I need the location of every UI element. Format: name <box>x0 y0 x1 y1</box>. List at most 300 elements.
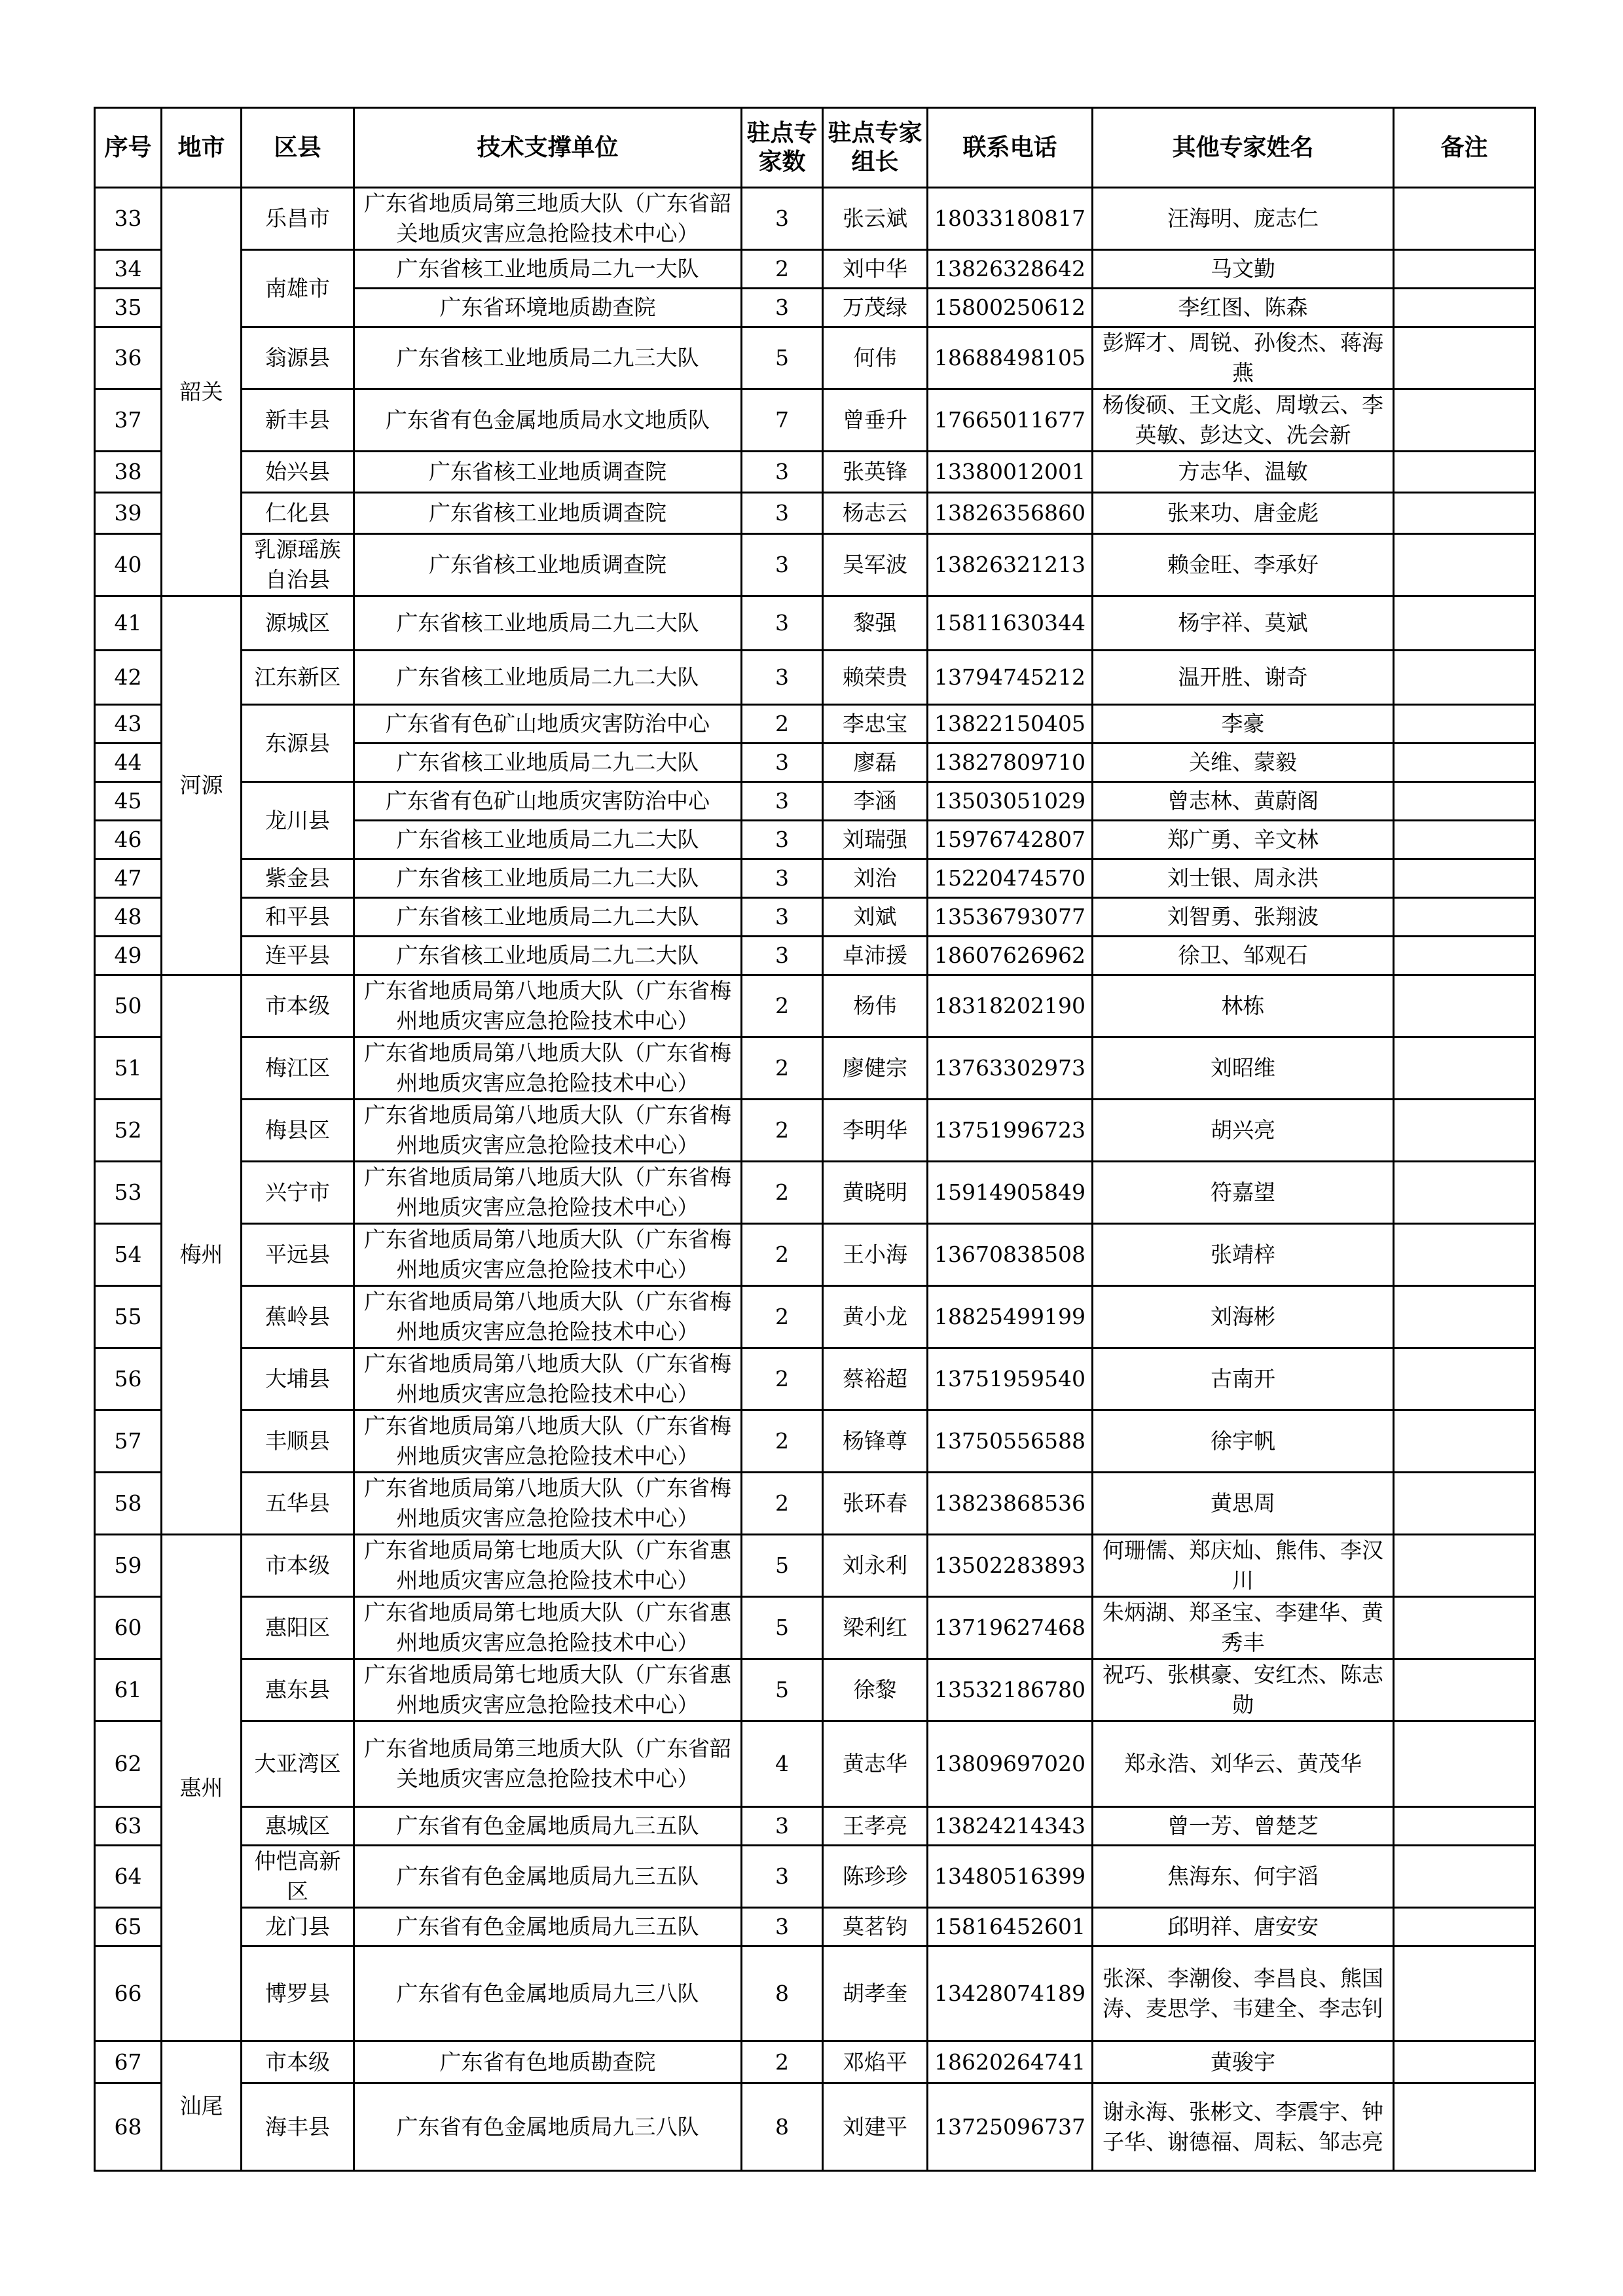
cell-leader: 王孝亮 <box>823 1807 928 1846</box>
cell-unit: 广东省有色金属地质局九三五队 <box>354 1908 742 1946</box>
table-row <box>95 1807 1535 1846</box>
cell-count: 5 <box>742 1659 823 1721</box>
cell-count: 3 <box>742 1846 823 1908</box>
cell-others: 刘昭维 <box>1093 1037 1394 1100</box>
cell-count: 2 <box>742 1348 823 1410</box>
cell-note <box>1394 534 1535 596</box>
cell-count: 3 <box>742 452 823 493</box>
cell-others: 刘士银、周永洪 <box>1093 859 1394 898</box>
cell-count: 3 <box>742 596 823 651</box>
cell-city: 韶关 <box>162 188 242 596</box>
header-city: 地市 <box>162 108 242 188</box>
table-row <box>95 389 1535 452</box>
cell-note <box>1394 188 1535 250</box>
cell-phone: 18033180817 <box>928 188 1093 250</box>
cell-phone: 13763302973 <box>928 1037 1093 1100</box>
cell-leader: 卓沛援 <box>823 937 928 975</box>
cell-phone: 13794745212 <box>928 651 1093 705</box>
table-row <box>95 452 1535 493</box>
cell-note <box>1394 1224 1535 1286</box>
cell-county: 市本级 <box>242 1535 354 1597</box>
cell-phone: 13823868536 <box>928 1473 1093 1535</box>
cell-others: 符嘉望 <box>1093 1162 1394 1224</box>
cell-others: 曾志林、黄蔚阁 <box>1093 782 1394 821</box>
cell-unit: 广东省地质局第八地质大队（广东省梅州地质灾害应急抢险技术中心） <box>354 1100 742 1162</box>
table-row <box>95 1597 1535 1659</box>
cell-note <box>1394 1348 1535 1410</box>
cell-leader: 黎强 <box>823 596 928 651</box>
cell-no: 37 <box>95 389 162 452</box>
cell-county: 大埔县 <box>242 1348 354 1410</box>
cell-others: 关维、蒙毅 <box>1093 744 1394 782</box>
cell-no: 68 <box>95 2083 162 2171</box>
table-row <box>95 651 1535 705</box>
cell-no: 45 <box>95 782 162 821</box>
cell-others: 焦海东、何宇滔 <box>1093 1846 1394 1908</box>
cell-unit: 广东省核工业地质局二九二大队 <box>354 744 742 782</box>
cell-unit: 广东省核工业地质调查院 <box>354 534 742 596</box>
cell-note <box>1394 1162 1535 1224</box>
table-row <box>95 1348 1535 1410</box>
cell-others: 马文勤 <box>1093 250 1394 289</box>
cell-phone: 13822150405 <box>928 705 1093 744</box>
table-row <box>95 493 1535 534</box>
cell-others: 李豪 <box>1093 705 1394 744</box>
cell-others: 刘海彬 <box>1093 1286 1394 1348</box>
cell-leader: 黄晓明 <box>823 1162 928 1224</box>
cell-note <box>1394 898 1535 937</box>
cell-others: 林栋 <box>1093 975 1394 1037</box>
cell-no: 65 <box>95 1908 162 1946</box>
cell-county: 龙川县 <box>242 782 354 859</box>
cell-count: 3 <box>742 1807 823 1846</box>
cell-count: 5 <box>742 1597 823 1659</box>
cell-leader: 陈珍珍 <box>823 1846 928 1908</box>
table-row <box>95 596 1535 651</box>
cell-no: 38 <box>95 452 162 493</box>
cell-leader: 曾垂升 <box>823 389 928 452</box>
cell-others: 祝巧、张棋豪、安红杰、陈志勋 <box>1093 1659 1394 1721</box>
cell-count: 3 <box>742 744 823 782</box>
cell-no: 60 <box>95 1597 162 1659</box>
cell-note <box>1394 289 1535 327</box>
cell-count: 8 <box>742 2083 823 2171</box>
cell-others: 徐宇帆 <box>1093 1410 1394 1473</box>
cell-county: 连平县 <box>242 937 354 975</box>
expert-table <box>94 107 1536 2172</box>
cell-leader: 刘中华 <box>823 250 928 289</box>
cell-unit: 广东省有色地质勘查院 <box>354 2041 742 2083</box>
cell-others: 张靖梓 <box>1093 1224 1394 1286</box>
cell-unit: 广东省地质局第八地质大队（广东省梅州地质灾害应急抢险技术中心） <box>354 1286 742 1348</box>
cell-others: 邱明祥、唐安安 <box>1093 1908 1394 1946</box>
cell-others: 黄骏宇 <box>1093 2041 1394 2083</box>
cell-no: 43 <box>95 705 162 744</box>
header-count: 驻点专家数 <box>742 108 823 188</box>
cell-no: 63 <box>95 1807 162 1846</box>
cell-county: 市本级 <box>242 975 354 1037</box>
cell-note <box>1394 2083 1535 2171</box>
cell-count: 2 <box>742 1286 823 1348</box>
cell-no: 48 <box>95 898 162 937</box>
cell-county: 梅县区 <box>242 1100 354 1162</box>
cell-unit: 广东省有色矿山地质灾害防治中心 <box>354 782 742 821</box>
cell-leader: 邓焰平 <box>823 2041 928 2083</box>
cell-no: 59 <box>95 1535 162 1597</box>
cell-unit: 广东省地质局第八地质大队（广东省梅州地质灾害应急抢险技术中心） <box>354 1037 742 1100</box>
table-row <box>95 2083 1535 2171</box>
cell-note <box>1394 1100 1535 1162</box>
cell-others: 朱炳湖、郑圣宝、李建华、黄秀丰 <box>1093 1597 1394 1659</box>
cell-count: 3 <box>742 534 823 596</box>
cell-no: 66 <box>95 1946 162 2041</box>
cell-others: 郑广勇、辛文林 <box>1093 821 1394 859</box>
cell-phone: 15220474570 <box>928 859 1093 898</box>
cell-count: 2 <box>742 250 823 289</box>
cell-note <box>1394 1473 1535 1535</box>
cell-leader: 杨锋尊 <box>823 1410 928 1473</box>
cell-unit: 广东省核工业地质调查院 <box>354 493 742 534</box>
cell-unit: 广东省地质局第八地质大队（广东省梅州地质灾害应急抢险技术中心） <box>354 1348 742 1410</box>
cell-leader: 王小海 <box>823 1224 928 1286</box>
cell-leader: 何伟 <box>823 327 928 389</box>
cell-leader: 刘永利 <box>823 1535 928 1597</box>
table-row <box>95 1162 1535 1224</box>
cell-unit: 广东省地质局第八地质大队（广东省梅州地质灾害应急抢险技术中心） <box>354 1162 742 1224</box>
cell-note <box>1394 389 1535 452</box>
cell-no: 40 <box>95 534 162 596</box>
cell-no: 44 <box>95 744 162 782</box>
cell-county: 惠东县 <box>242 1659 354 1721</box>
cell-county: 丰顺县 <box>242 1410 354 1473</box>
cell-phone: 18688498105 <box>928 327 1093 389</box>
table-row <box>95 1846 1535 1908</box>
cell-leader: 张英锋 <box>823 452 928 493</box>
cell-unit: 广东省环境地质勘查院 <box>354 289 742 327</box>
cell-note <box>1394 1535 1535 1597</box>
cell-note <box>1394 1908 1535 1946</box>
cell-phone: 13719627468 <box>928 1597 1093 1659</box>
cell-county: 东源县 <box>242 705 354 782</box>
cell-no: 51 <box>95 1037 162 1100</box>
cell-phone: 13824214343 <box>928 1807 1093 1846</box>
cell-unit: 广东省核工业地质局二九二大队 <box>354 859 742 898</box>
cell-county: 蕉岭县 <box>242 1286 354 1348</box>
cell-note <box>1394 2041 1535 2083</box>
cell-phone: 17665011677 <box>928 389 1093 452</box>
cell-others: 彭辉才、周锐、孙俊杰、蒋海燕 <box>1093 327 1394 389</box>
cell-county: 兴宁市 <box>242 1162 354 1224</box>
cell-county: 博罗县 <box>242 1946 354 2041</box>
cell-phone: 18620264741 <box>928 2041 1093 2083</box>
cell-others: 张来功、唐金彪 <box>1093 493 1394 534</box>
cell-others: 黄思周 <box>1093 1473 1394 1535</box>
cell-note <box>1394 1597 1535 1659</box>
cell-leader: 张环春 <box>823 1473 928 1535</box>
cell-leader: 梁利红 <box>823 1597 928 1659</box>
cell-others: 古南开 <box>1093 1348 1394 1410</box>
cell-unit: 广东省核工业地质调查院 <box>354 452 742 493</box>
cell-note <box>1394 452 1535 493</box>
cell-note <box>1394 1807 1535 1846</box>
cell-phone: 13827809710 <box>928 744 1093 782</box>
cell-phone: 13503051029 <box>928 782 1093 821</box>
cell-county: 惠城区 <box>242 1807 354 1846</box>
cell-others: 李红图、陈森 <box>1093 289 1394 327</box>
cell-phone: 18825499199 <box>928 1286 1093 1348</box>
cell-unit: 广东省地质局第三地质大队（广东省韶关地质灾害应急抢险技术中心） <box>354 1721 742 1807</box>
cell-county: 江东新区 <box>242 651 354 705</box>
table-row <box>95 1410 1535 1473</box>
cell-unit: 广东省核工业地质局二九二大队 <box>354 898 742 937</box>
cell-count: 2 <box>742 1473 823 1535</box>
cell-others: 杨俊硕、王文彪、周墩云、李英敏、彭达文、冼会新 <box>1093 389 1394 452</box>
cell-count: 2 <box>742 2041 823 2083</box>
cell-unit: 广东省地质局第八地质大队（广东省梅州地质灾害应急抢险技术中心） <box>354 1473 742 1535</box>
cell-phone: 18318202190 <box>928 975 1093 1037</box>
header-unit: 技术支撑单位 <box>354 108 742 188</box>
cell-leader: 刘瑞强 <box>823 821 928 859</box>
cell-no: 50 <box>95 975 162 1037</box>
cell-note <box>1394 1721 1535 1807</box>
table-row <box>95 705 1535 744</box>
cell-unit: 广东省地质局第七地质大队（广东省惠州地质灾害应急抢险技术中心） <box>354 1535 742 1597</box>
cell-note <box>1394 493 1535 534</box>
cell-phone: 13502283893 <box>928 1535 1093 1597</box>
cell-county: 五华县 <box>242 1473 354 1535</box>
cell-others: 胡兴亮 <box>1093 1100 1394 1162</box>
table-row <box>95 1286 1535 1348</box>
cell-note <box>1394 705 1535 744</box>
table-row <box>95 188 1535 250</box>
table-row <box>95 534 1535 596</box>
cell-leader: 廖磊 <box>823 744 928 782</box>
table-row <box>95 1037 1535 1100</box>
cell-count: 2 <box>742 1037 823 1100</box>
cell-others: 刘智勇、张翔波 <box>1093 898 1394 937</box>
cell-count: 2 <box>742 975 823 1037</box>
cell-note <box>1394 327 1535 389</box>
cell-others: 何珊儒、郑庆灿、熊伟、李汉川 <box>1093 1535 1394 1597</box>
cell-unit: 广东省有色金属地质局九三五队 <box>354 1846 742 1908</box>
cell-no: 46 <box>95 821 162 859</box>
cell-leader: 蔡裕超 <box>823 1348 928 1410</box>
header-no: 序号 <box>95 108 162 188</box>
cell-phone: 13809697020 <box>928 1721 1093 1807</box>
cell-phone: 13480516399 <box>928 1846 1093 1908</box>
cell-county: 龙门县 <box>242 1908 354 1946</box>
header-note: 备注 <box>1394 108 1535 188</box>
cell-leader: 廖健宗 <box>823 1037 928 1100</box>
cell-unit: 广东省有色金属地质局水文地质队 <box>354 389 742 452</box>
cell-county: 新丰县 <box>242 389 354 452</box>
cell-unit: 广东省地质局第八地质大队（广东省梅州地质灾害应急抢险技术中心） <box>354 975 742 1037</box>
cell-unit: 广东省核工业地质局二九二大队 <box>354 596 742 651</box>
table-body <box>95 188 1535 2171</box>
cell-count: 5 <box>742 327 823 389</box>
cell-phone: 13826321213 <box>928 534 1093 596</box>
cell-no: 52 <box>95 1100 162 1162</box>
cell-count: 3 <box>742 188 823 250</box>
cell-no: 47 <box>95 859 162 898</box>
table-row <box>95 937 1535 975</box>
table-row <box>95 1535 1535 1597</box>
cell-count: 4 <box>742 1721 823 1807</box>
table-row <box>95 1224 1535 1286</box>
cell-no: 57 <box>95 1410 162 1473</box>
cell-no: 35 <box>95 289 162 327</box>
cell-note <box>1394 596 1535 651</box>
cell-leader: 张云斌 <box>823 188 928 250</box>
header-others: 其他专家姓名 <box>1093 108 1394 188</box>
cell-county: 南雄市 <box>242 250 354 327</box>
cell-note <box>1394 1946 1535 2041</box>
cell-unit: 广东省核工业地质局二九三大队 <box>354 327 742 389</box>
cell-note <box>1394 782 1535 821</box>
cell-unit: 广东省地质局第三地质大队（广东省韶关地质灾害应急抢险技术中心） <box>354 188 742 250</box>
cell-count: 3 <box>742 859 823 898</box>
cell-leader: 赖荣贵 <box>823 651 928 705</box>
table-row <box>95 898 1535 937</box>
table-row <box>95 250 1535 289</box>
header-county: 区县 <box>242 108 354 188</box>
cell-count: 3 <box>742 898 823 937</box>
cell-leader: 李忠宝 <box>823 705 928 744</box>
cell-county: 乐昌市 <box>242 188 354 250</box>
cell-unit: 广东省有色金属地质局九三五队 <box>354 1807 742 1846</box>
cell-count: 7 <box>742 389 823 452</box>
cell-no: 56 <box>95 1348 162 1410</box>
cell-no: 54 <box>95 1224 162 1286</box>
table-row <box>95 2041 1535 2083</box>
cell-county: 市本级 <box>242 2041 354 2083</box>
table-row <box>95 782 1535 821</box>
cell-count: 8 <box>742 1946 823 2041</box>
cell-note <box>1394 859 1535 898</box>
cell-city: 河源 <box>162 596 242 975</box>
cell-note <box>1394 1846 1535 1908</box>
cell-others: 徐卫、邹观石 <box>1093 937 1394 975</box>
cell-count: 2 <box>742 1224 823 1286</box>
table-row <box>95 1908 1535 1946</box>
cell-county: 海丰县 <box>242 2083 354 2171</box>
cell-county: 和平县 <box>242 898 354 937</box>
cell-note <box>1394 937 1535 975</box>
cell-city: 梅州 <box>162 975 242 1535</box>
cell-no: 58 <box>95 1473 162 1535</box>
header-row <box>95 108 1535 188</box>
cell-leader: 莫茗钧 <box>823 1908 928 1946</box>
cell-no: 36 <box>95 327 162 389</box>
cell-county: 翁源县 <box>242 327 354 389</box>
cell-count: 2 <box>742 1410 823 1473</box>
cell-county: 乳源瑶族自治县 <box>242 534 354 596</box>
cell-unit: 广东省地质局第七地质大队（广东省惠州地质灾害应急抢险技术中心） <box>354 1597 742 1659</box>
cell-county: 仲恺高新区 <box>242 1846 354 1908</box>
cell-count: 3 <box>742 821 823 859</box>
cell-phone: 13670838508 <box>928 1224 1093 1286</box>
cell-unit: 广东省有色矿山地质灾害防治中心 <box>354 705 742 744</box>
cell-unit: 广东省地质局第七地质大队（广东省惠州地质灾害应急抢险技术中心） <box>354 1659 742 1721</box>
cell-count: 3 <box>742 782 823 821</box>
cell-county: 仁化县 <box>242 493 354 534</box>
cell-note <box>1394 821 1535 859</box>
cell-unit: 广东省有色金属地质局九三八队 <box>354 2083 742 2171</box>
cell-note <box>1394 1659 1535 1721</box>
cell-others: 杨宇祥、莫斌 <box>1093 596 1394 651</box>
cell-phone: 13380012001 <box>928 452 1093 493</box>
cell-count: 3 <box>742 493 823 534</box>
cell-count: 2 <box>742 1162 823 1224</box>
cell-county: 大亚湾区 <box>242 1721 354 1807</box>
cell-note <box>1394 1037 1535 1100</box>
cell-county: 惠阳区 <box>242 1597 354 1659</box>
table-row <box>95 1721 1535 1807</box>
cell-unit: 广东省地质局第八地质大队（广东省梅州地质灾害应急抢险技术中心） <box>354 1410 742 1473</box>
cell-count: 3 <box>742 289 823 327</box>
cell-leader: 刘建平 <box>823 2083 928 2171</box>
cell-county: 平远县 <box>242 1224 354 1286</box>
cell-city: 惠州 <box>162 1535 242 2041</box>
cell-unit: 广东省有色金属地质局九三八队 <box>354 1946 742 2041</box>
cell-leader: 万茂绿 <box>823 289 928 327</box>
cell-note <box>1394 250 1535 289</box>
cell-phone: 13826328642 <box>928 250 1093 289</box>
cell-others: 赖金旺、李承好 <box>1093 534 1394 596</box>
cell-leader: 刘斌 <box>823 898 928 937</box>
cell-no: 39 <box>95 493 162 534</box>
cell-no: 67 <box>95 2041 162 2083</box>
cell-others: 谢永海、张彬文、李震宇、钟子华、谢德福、周耘、邹志亮 <box>1093 2083 1394 2171</box>
cell-no: 34 <box>95 250 162 289</box>
header-leader: 驻点专家组长 <box>823 108 928 188</box>
cell-phone: 13725096737 <box>928 2083 1093 2171</box>
cell-count: 3 <box>742 1908 823 1946</box>
cell-no: 49 <box>95 937 162 975</box>
cell-leader: 徐黎 <box>823 1659 928 1721</box>
table-row <box>95 859 1535 898</box>
cell-phone: 13826356860 <box>928 493 1093 534</box>
cell-unit: 广东省核工业地质局二九二大队 <box>354 651 742 705</box>
cell-phone: 13751996723 <box>928 1100 1093 1162</box>
cell-note <box>1394 744 1535 782</box>
cell-phone: 13751959540 <box>928 1348 1093 1410</box>
cell-phone: 15811630344 <box>928 596 1093 651</box>
cell-city: 汕尾 <box>162 2041 242 2171</box>
cell-leader: 胡孝奎 <box>823 1946 928 2041</box>
table-row <box>95 1100 1535 1162</box>
table-row <box>95 975 1535 1037</box>
cell-no: 55 <box>95 1286 162 1348</box>
cell-others: 郑永浩、刘华云、黄茂华 <box>1093 1721 1394 1807</box>
cell-no: 61 <box>95 1659 162 1721</box>
cell-note <box>1394 651 1535 705</box>
cell-county: 紫金县 <box>242 859 354 898</box>
cell-phone: 18607626962 <box>928 937 1093 975</box>
cell-no: 64 <box>95 1846 162 1908</box>
cell-unit: 广东省地质局第八地质大队（广东省梅州地质灾害应急抢险技术中心） <box>354 1224 742 1286</box>
cell-note <box>1394 1286 1535 1348</box>
cell-unit: 广东省核工业地质局二九二大队 <box>354 821 742 859</box>
cell-phone: 13428074189 <box>928 1946 1093 2041</box>
cell-others: 曾一芳、曾楚芝 <box>1093 1807 1394 1846</box>
cell-note <box>1394 1410 1535 1473</box>
cell-leader: 李明华 <box>823 1100 928 1162</box>
cell-county: 源城区 <box>242 596 354 651</box>
cell-count: 2 <box>742 705 823 744</box>
cell-others: 汪海明、庞志仁 <box>1093 188 1394 250</box>
table-row <box>95 327 1535 389</box>
